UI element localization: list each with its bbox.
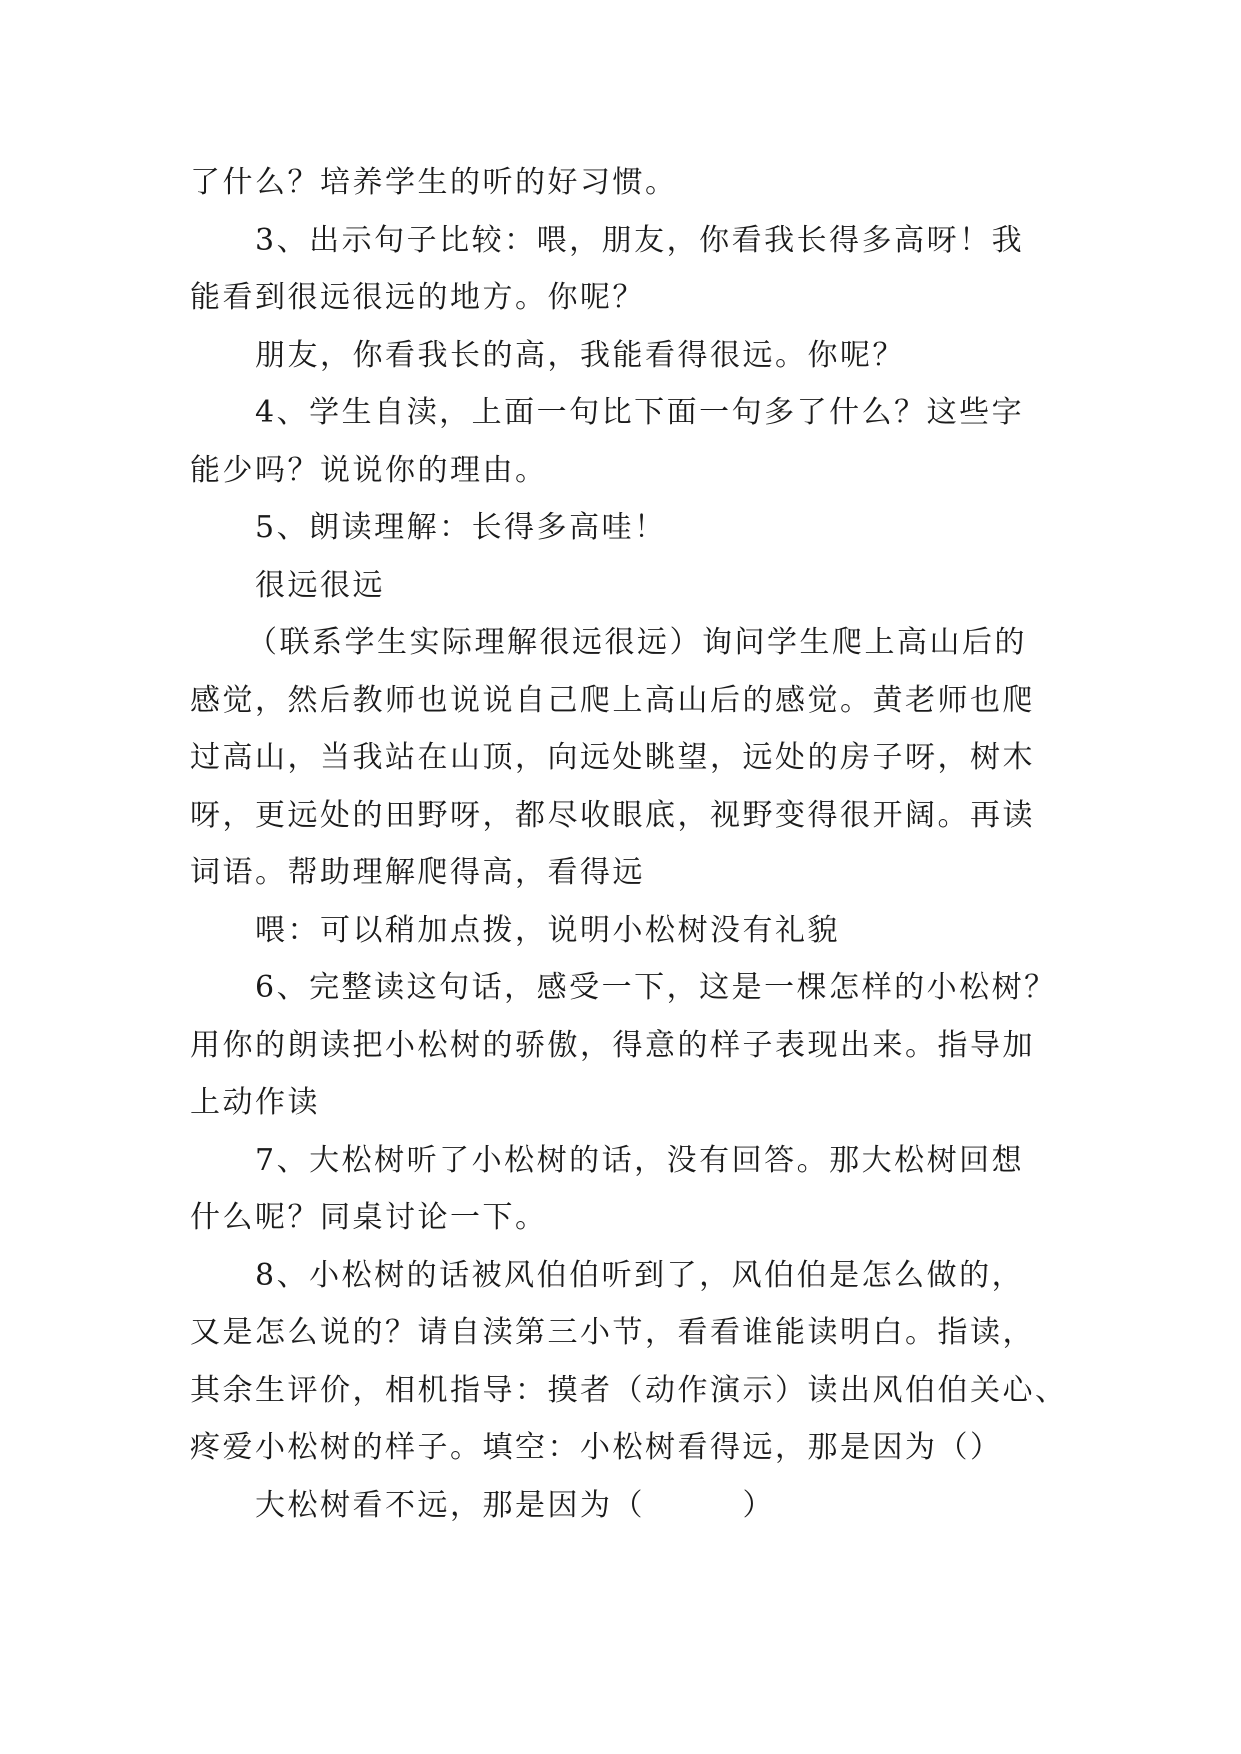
text-line-14: 喂：可以稍加点拨，说明小松树没有礼貌 (255, 912, 840, 948)
text-line-22: 其余生评价，相机指导：摸者（动作演示）读出风伯伯关心、 (190, 1372, 1068, 1408)
text-line-6: 能少吗？说说你的理由。 (190, 452, 548, 488)
text-line-19: 什么呢？同桌讨论一下。 (190, 1200, 548, 1235)
text-line-5: 4、学生自渎，上面一句比下面一句多了什么？这些字 (255, 395, 1025, 430)
text-line-2: 3、出示句子比较：喂，朋友，你看我长得多高呀！我 (255, 222, 1025, 258)
text-line-4: 朋友，你看我长的高，我能看得很远。你呢？ (255, 337, 905, 373)
text-line-1: 了什么？培养学生的听的好习惯。 (190, 165, 678, 200)
text-line-17: 上动作读 (190, 1085, 320, 1120)
text-line-12: 呀，更远处的田野呀，都尽收眼底，视野变得很开阔。再读 (190, 797, 1035, 833)
text-line-3: 能看到很远很远的地方。你呢？ (190, 280, 645, 315)
text-line-21: 又是怎么说的？请自渎第三小节，看看谁能读明白。指读， (190, 1315, 1035, 1350)
text-line-11: 过高山，当我站在山顶，向远处眺望，远处的房子呀，树木 (190, 740, 1035, 775)
text-line-9: （联系学生实际理解很远很远）询问学生爬上高山后的 (247, 625, 1027, 660)
text-line-7: 5、朗读理解：长得多高哇！ (255, 510, 667, 545)
text-line-15: 6、完整读这句话，感受一下，这是一棵怎样的小松树？ (255, 970, 1057, 1005)
text-line-10: 感觉，然后教师也说说自己爬上高山后的感觉。黄老师也爬 (190, 682, 1035, 718)
text-line-13: 词语。帮助理解爬得高，看得远 (190, 855, 645, 890)
text-line-8: 很远很远 (255, 567, 385, 603)
text-line-16: 用你的朗读把小松树的骄傲，得意的样子表现出来。指导加 (190, 1027, 1035, 1063)
text-line-18: 7、大松树听了小松树的话，没有回答。那大松树回想 (255, 1142, 1025, 1178)
text-line-24: 大松树看不远，那是因为（ ） (255, 1487, 775, 1523)
document-body (190, 154, 1068, 1534)
text-line-23: 疼爱小松树的样子。填空：小松树看得远，那是因为（） (190, 1430, 1003, 1465)
text-line-20: 8、小松树的话被风伯伯听到了，风伯伯是怎么做的， (255, 1257, 1025, 1293)
